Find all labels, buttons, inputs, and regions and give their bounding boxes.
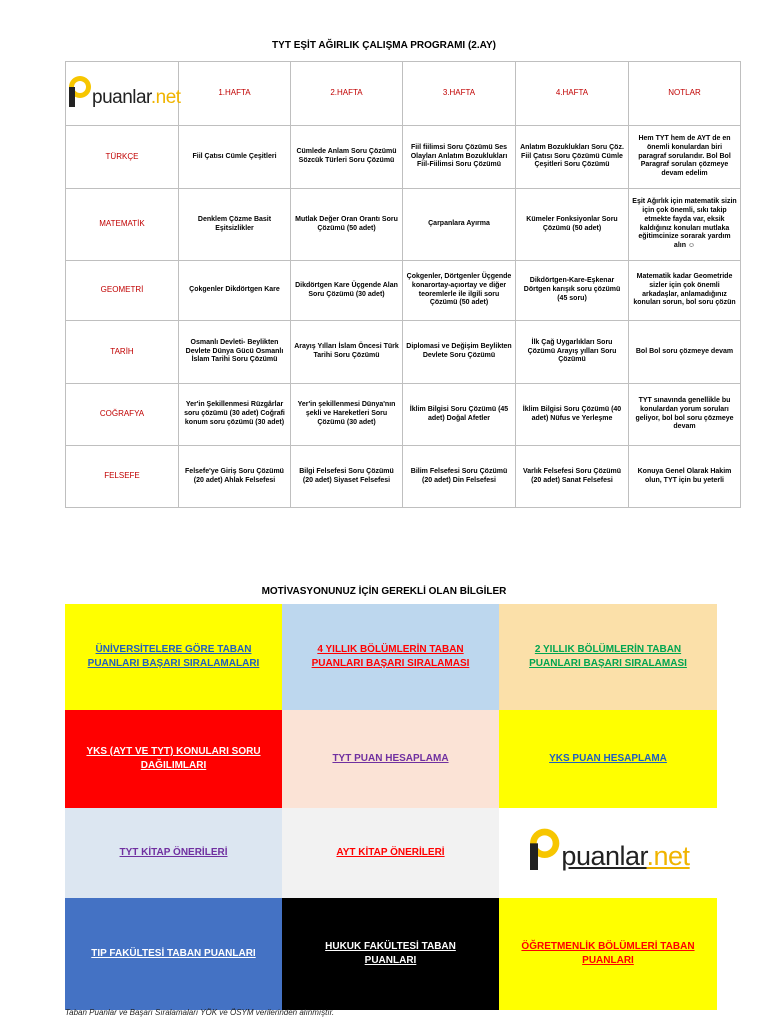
table-cell: Varlık Felsefesi Soru Çözümü (20 adet) Sanat Felsefesi xyxy=(516,446,629,508)
link-tip-fakultesi[interactable] xyxy=(65,898,282,1010)
table-cell: Fiil Çatısı Cümle Çeşitleri xyxy=(179,126,291,189)
table-cell: Dikdörtgen Kare Üçgende Alan Soru Çözümü (30 adet) xyxy=(291,261,403,321)
logo xyxy=(66,62,179,126)
link-label[interactable]: ÖĞRETMENLİK BÖLÜMLERİ TABAN PUANLARI xyxy=(521,940,695,966)
subject-tarih: TARİH xyxy=(66,321,179,384)
table-cell: TYT sınavında genellikle bu konulardan yorum soruları geliyor, bol bol soru çözmeye devam xyxy=(629,384,741,446)
table-cell: Eşit Ağırlık için matematik sizin için çok önemli, sıkı takip etmekte fayda var, eksik kaldığınız konuları mutlaka eğitimcinize sorarak yardım alın ☺ xyxy=(629,189,741,261)
link-hukuk-fakultesi[interactable] xyxy=(282,898,499,1010)
table-cell: İklim Bilgisi Soru Çözümü (45 adet) Doğal Afetler xyxy=(403,384,516,446)
link-4-yillik-taban-puanlari[interactable] xyxy=(282,604,499,710)
link-universite-taban-puanlari[interactable] xyxy=(65,604,282,710)
table-cell: Anlatım Bozuklukları Soru Çöz. Fiil Çatısı Soru Çözümü Cümle Çeşitleri Soru Çözümü xyxy=(516,126,629,189)
link-label[interactable]: HUKUK FAKÜLTESİ TABAN PUANLARI xyxy=(325,940,456,966)
logo-text: puanlar xyxy=(92,87,151,109)
link-tyt-kitap-onerileri[interactable] xyxy=(65,808,282,898)
table-cell: Mutlak Değer Oran Orantı Soru Çözümü (50 adet) xyxy=(291,189,403,261)
link-label[interactable]: YKS PUAN HESAPLAMA xyxy=(549,752,667,764)
table-cell: Yer'in Şekillenmesi Rüzgârlar soru çözümü (30 adet) Coğrafi konum soru çözümü (30 adet) xyxy=(179,384,291,446)
week-3-header: 3.HAFTA xyxy=(403,62,516,126)
magnifier-p-icon xyxy=(526,825,566,881)
logo-tile xyxy=(499,808,717,898)
link-label[interactable]: TYT PUAN HESAPLAMA xyxy=(332,752,449,764)
table-row xyxy=(66,384,741,446)
table-cell: Çokgenler, Dörtgenler Üçgende konarortay-açıortay ve diğer teoremlerle ile ilgili soru Çözümü (50 adet) xyxy=(403,261,516,321)
footnote: Taban Puanlar ve Başarı Sıralamaları YÖK ve ÖSYM verilerinden alınmıştır. xyxy=(65,1008,335,1017)
table-cell: Konuya Genel Olarak Hakim olun, TYT için bu yeterli xyxy=(629,446,741,508)
schedule-table xyxy=(65,61,741,508)
magnifier-p-icon xyxy=(66,74,96,114)
subject-geometri: GEOMETRİ xyxy=(66,261,179,321)
table-row xyxy=(66,321,741,384)
logo xyxy=(526,825,689,881)
table-row xyxy=(66,261,741,321)
table-cell: Bilim Felsefesi Soru Çözümü (20 adet) Din Felsefesi xyxy=(403,446,516,508)
week-2-header: 2.HAFTA xyxy=(291,62,403,126)
week-4-header: 4.HAFTA xyxy=(516,62,629,126)
link-yks-konulari[interactable] xyxy=(65,710,282,808)
table-cell: Arayış Yılları İslam Öncesi Türk Tarihi Soru Çözümü xyxy=(291,321,403,384)
table-cell: Hem TYT hem de AYT de en önemli konulardan biri paragraf sorularıdır. Bol Bol Paragraf soruları çözmeye devam edelim xyxy=(629,126,741,189)
motivation-links-grid xyxy=(65,604,717,1010)
link-2-yillik-taban-puanlari[interactable] xyxy=(499,604,717,710)
table-row xyxy=(66,446,741,508)
logo-suffix: .net xyxy=(646,840,690,871)
table-cell: İklim Bilgisi Soru Çözümü (40 adet) Nüfus ve Yerleşme xyxy=(516,384,629,446)
link-label[interactable]: YKS (AYT VE TYT) KONULARI SORU DAĞILIMLARI xyxy=(86,745,261,771)
link-label[interactable]: ÜNİVERSİTELERE GÖRE TABAN PUANLARI BAŞARI SIRALAMALARI xyxy=(87,643,260,669)
table-cell: Felsefe'ye Giriş Soru Çözümü (20 adet) Ahlak Felsefesi xyxy=(179,446,291,508)
notes-header: NOTLAR xyxy=(629,62,741,126)
table-cell: Bilgi Felsefesi Soru Çözümü (20 adet) Siyaset Felsefesi xyxy=(291,446,403,508)
table-cell: Çarpanlara Ayırma xyxy=(403,189,516,261)
subject-felsefe: FELSEFE xyxy=(66,446,179,508)
table-cell: Dikdörtgen-Kare-Eşkenar Dörtgen karışık soru çözümü (45 soru) xyxy=(516,261,629,321)
table-cell: İlk Çağ Uygarlıkları Soru Çözümü Arayış yılları Soru Çözümü xyxy=(516,321,629,384)
link-label[interactable]: TIP FAKÜLTESİ TABAN PUANLARI xyxy=(91,947,256,959)
table-row xyxy=(66,189,741,261)
table-cell: Denklem Çözme Basit Eşitsizlikler xyxy=(179,189,291,261)
table-cell: Kümeler Fonksiyonlar Soru Çözümü (50 adet) xyxy=(516,189,629,261)
subject-matematik: MATEMATİK xyxy=(66,189,179,261)
subject-cografya: COĞRAFYA xyxy=(66,384,179,446)
table-cell: Çokgenler Dikdörtgen Kare xyxy=(179,261,291,321)
logo-suffix: .net xyxy=(150,87,181,109)
table-cell: Diplomasi ve Değişim Beylikten Devlete Soru Çözümü xyxy=(403,321,516,384)
link-yks-puan-hesaplama[interactable] xyxy=(499,710,717,808)
table-cell: Fiil fiilimsi Soru Çözümü Ses Olayları Anlatım Bozuklukları Fiil-Fiilimsi Soru Çözümü xyxy=(403,126,516,189)
link-label[interactable]: 4 YILLIK BÖLÜMLERİN TABAN PUANLARI BAŞARI SIRALAMASI xyxy=(311,643,470,669)
table-cell: Cümlede Anlam Soru Çözümü Sözcük Türleri Soru Çözümü xyxy=(291,126,403,189)
table-cell: Yer'in şekillenmesi Dünya'nın şekli ve Hareketleri Soru Çözümü (30 adet) xyxy=(291,384,403,446)
table-cell: Matematik kadar Geometride sizler için çok önemli arkadaşlar, anlamadığınız konuları sorun, bol soru çözün xyxy=(629,261,741,321)
week-1-header: 1.HAFTA xyxy=(179,62,291,126)
table-row xyxy=(66,126,741,189)
subject-turkce: TÜRKÇE xyxy=(66,126,179,189)
link-ayt-kitap-onerileri[interactable] xyxy=(282,808,499,898)
motivation-title: MOTİVASYONUNUZ İÇİN GEREKLİ OLAN BİLGİLER xyxy=(261,586,507,597)
link-label[interactable]: TYT KİTAP ÖNERİLERİ xyxy=(119,846,228,858)
table-cell: Bol Bol soru çözmeye devam xyxy=(629,321,741,384)
link-label[interactable]: AYT KİTAP ÖNERİLERİ xyxy=(336,846,445,858)
schedule-title: TYT EŞİT AĞIRLIK ÇALIŞMA PROGRAMI (2.AY) xyxy=(272,40,496,51)
link-ogretmenlik-bolumleri[interactable] xyxy=(499,898,717,1010)
link-label[interactable]: 2 YILLIK BÖLÜMLERİN TABAN PUANLARI BAŞARI SIRALAMASI xyxy=(529,643,687,669)
table-cell: Osmanlı Devleti- Beylikten Devlete Dünya Gücü Osmanlı İslam Tarihi Soru Çözümü xyxy=(179,321,291,384)
logo-text: puanlar xyxy=(561,840,647,871)
link-tyt-puan-hesaplama[interactable] xyxy=(282,710,499,808)
